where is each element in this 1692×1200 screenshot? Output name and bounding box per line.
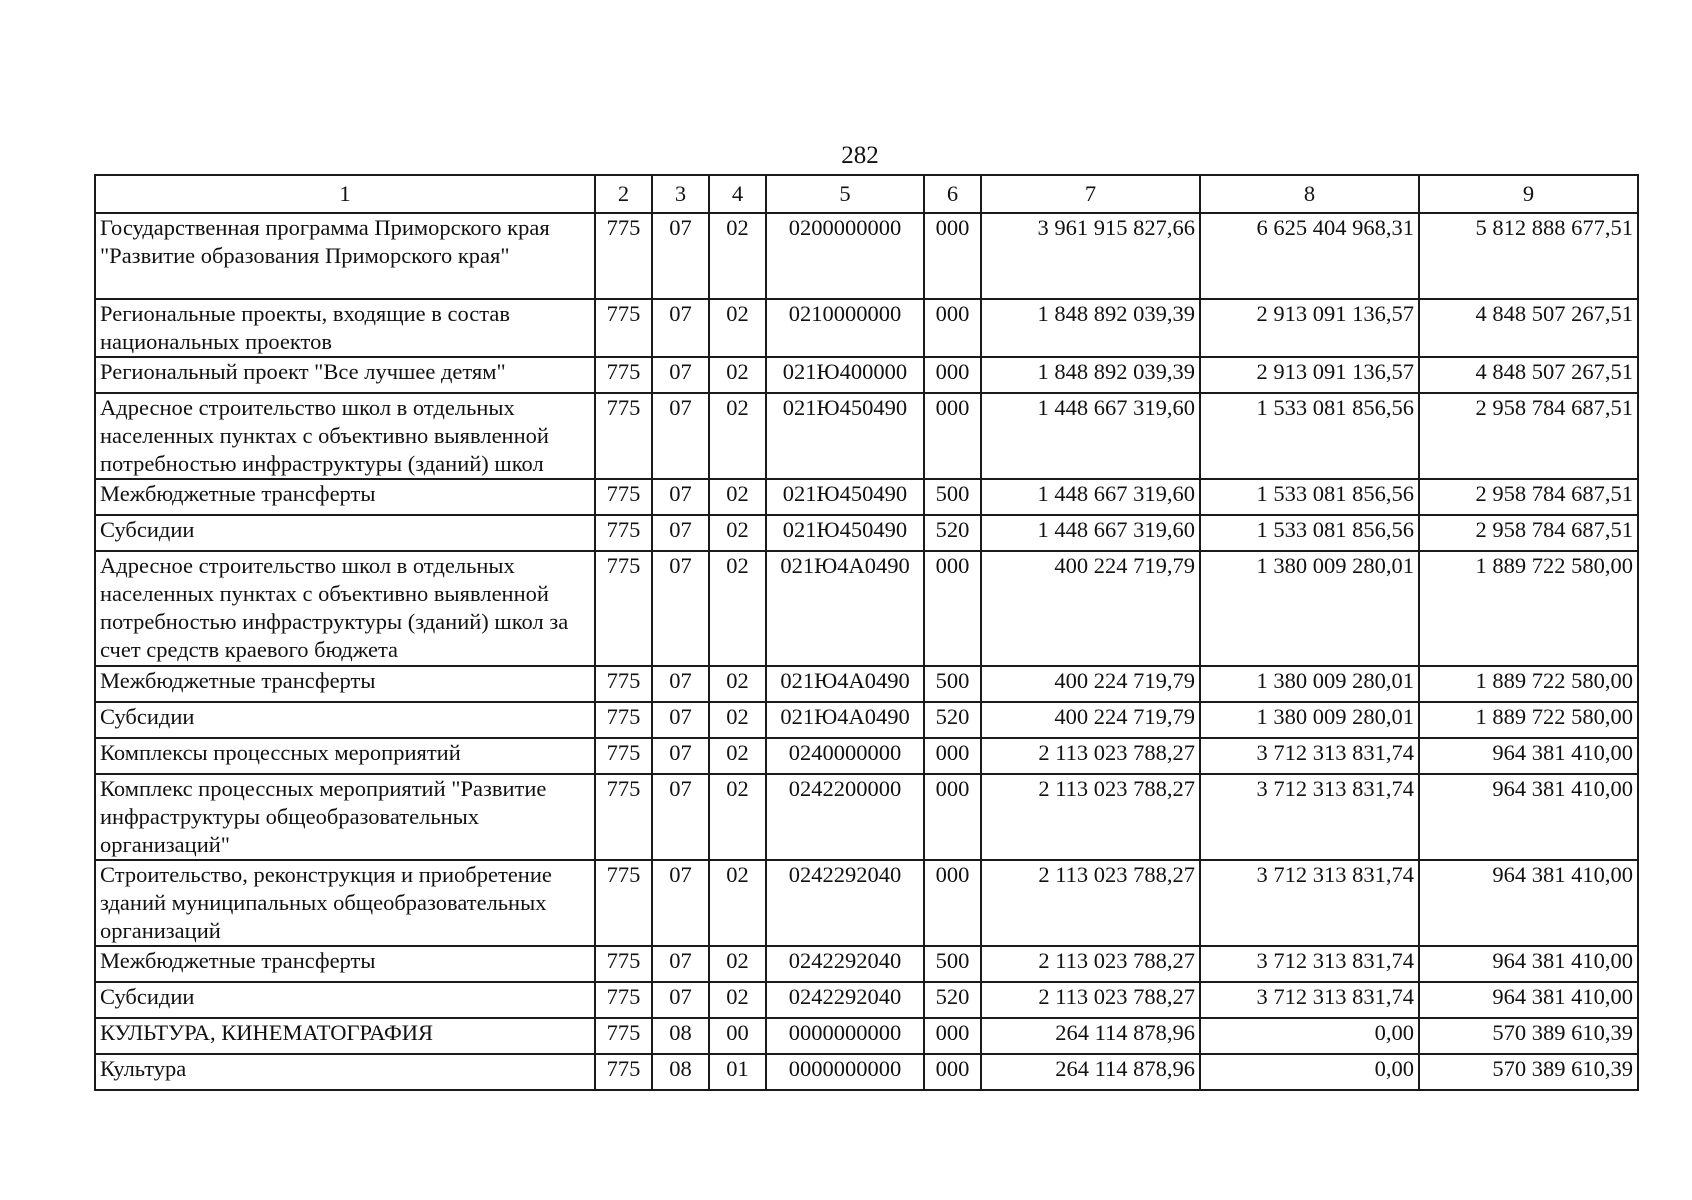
- amount-col-8: 3 712 313 831,74: [1200, 982, 1419, 1018]
- item-name: Комплексы процессных мероприятий: [95, 738, 595, 774]
- target-article-code: 021Ю4А0490: [766, 666, 924, 702]
- subsection-code: 01: [709, 1054, 766, 1090]
- expense-type-code: 000: [924, 299, 981, 357]
- target-article-code: 0242292040: [766, 860, 924, 946]
- expense-type-code: 000: [924, 860, 981, 946]
- expense-type-code: 000: [924, 393, 981, 479]
- expense-type-code: 000: [924, 551, 981, 666]
- subsection-code: 02: [709, 551, 766, 666]
- subsection-code: 02: [709, 479, 766, 515]
- expense-type-code: 520: [924, 515, 981, 551]
- subsection-code: 02: [709, 982, 766, 1018]
- table-row: [95, 551, 1638, 666]
- amount-col-8: 1 533 081 856,56: [1200, 515, 1419, 551]
- item-name: Межбюджетные трансферты: [95, 479, 595, 515]
- budget-table: [94, 174, 1639, 1091]
- expense-type-code: 500: [924, 479, 981, 515]
- section-code: 07: [652, 982, 709, 1018]
- item-name: Адресное строительство школ в отдельных населенных пунктах с объективно выявленной потребностью инфраструктуры (зданий) школ: [95, 393, 595, 479]
- amount-col-7: 2 113 023 788,27: [981, 738, 1200, 774]
- item-name: Региональные проекты, входящие в состав национальных проектов: [95, 299, 595, 357]
- amount-col-8: 0,00: [1200, 1018, 1419, 1054]
- column-header-3: 3: [652, 175, 709, 213]
- column-header-5: 5: [766, 175, 924, 213]
- subsection-code: 02: [709, 738, 766, 774]
- expense-type-code: 000: [924, 1018, 981, 1054]
- item-name: Субсидии: [95, 515, 595, 551]
- ministry-code: 775: [595, 357, 652, 393]
- amount-col-8: 2 913 091 136,57: [1200, 299, 1419, 357]
- ministry-code: 775: [595, 299, 652, 357]
- subsection-code: 02: [709, 860, 766, 946]
- amount-col-7: 400 224 719,79: [981, 551, 1200, 666]
- target-article-code: 0000000000: [766, 1018, 924, 1054]
- ministry-code: 775: [595, 515, 652, 551]
- section-code: 07: [652, 213, 709, 299]
- table-body: [95, 213, 1638, 1090]
- expense-type-code: 520: [924, 702, 981, 738]
- ministry-code: 775: [595, 982, 652, 1018]
- item-name: Строительство, реконструкция и приобретение зданий муниципальных общеобразовательных организаций: [95, 860, 595, 946]
- table-row: [95, 1018, 1638, 1054]
- table-row: [95, 1054, 1638, 1090]
- table-row: [95, 393, 1638, 479]
- table-row: [95, 666, 1638, 702]
- item-name: Субсидии: [95, 702, 595, 738]
- section-code: 07: [652, 479, 709, 515]
- table-row: [95, 738, 1638, 774]
- item-name: Межбюджетные трансферты: [95, 666, 595, 702]
- section-code: 07: [652, 702, 709, 738]
- amount-col-7: 1 448 667 319,60: [981, 479, 1200, 515]
- target-article-code: 0242200000: [766, 774, 924, 860]
- target-article-code: 021Ю450490: [766, 515, 924, 551]
- section-code: 08: [652, 1018, 709, 1054]
- amount-col-8: 1 380 009 280,01: [1200, 666, 1419, 702]
- item-name: Адресное строительство школ в отдельных населенных пунктах с объективно выявленной потребностью инфраструктуры (зданий) школ за счет средств краевого бюджета: [95, 551, 595, 666]
- amount-col-9: 964 381 410,00: [1419, 738, 1638, 774]
- item-name: Культура: [95, 1054, 595, 1090]
- amount-col-8: 0,00: [1200, 1054, 1419, 1090]
- section-code: 07: [652, 357, 709, 393]
- column-header-2: 2: [595, 175, 652, 213]
- amount-col-9: 4 848 507 267,51: [1419, 357, 1638, 393]
- target-article-code: 0240000000: [766, 738, 924, 774]
- ministry-code: 775: [595, 1054, 652, 1090]
- amount-col-9: 570 389 610,39: [1419, 1018, 1638, 1054]
- amount-col-7: 2 113 023 788,27: [981, 982, 1200, 1018]
- expense-type-code: 000: [924, 774, 981, 860]
- subsection-code: 02: [709, 666, 766, 702]
- target-article-code: 0242292040: [766, 982, 924, 1018]
- expense-type-code: 500: [924, 946, 981, 982]
- section-code: 07: [652, 551, 709, 666]
- expense-type-code: 500: [924, 666, 981, 702]
- amount-col-9: 1 889 722 580,00: [1419, 666, 1638, 702]
- table-row: [95, 774, 1638, 860]
- column-header-9: 9: [1419, 175, 1638, 213]
- column-header-7: 7: [981, 175, 1200, 213]
- amount-col-8: 3 712 313 831,74: [1200, 738, 1419, 774]
- ministry-code: 775: [595, 393, 652, 479]
- ministry-code: 775: [595, 702, 652, 738]
- amount-col-7: 2 113 023 788,27: [981, 774, 1200, 860]
- target-article-code: 021Ю400000: [766, 357, 924, 393]
- table-row: [95, 479, 1638, 515]
- section-code: 08: [652, 1054, 709, 1090]
- amount-col-9: 964 381 410,00: [1419, 982, 1638, 1018]
- section-code: 07: [652, 299, 709, 357]
- amount-col-9: 964 381 410,00: [1419, 946, 1638, 982]
- amount-col-7: 264 114 878,96: [981, 1054, 1200, 1090]
- table-header: [95, 175, 1638, 213]
- subsection-code: 02: [709, 515, 766, 551]
- amount-col-8: 6 625 404 968,31: [1200, 213, 1419, 299]
- ministry-code: 775: [595, 551, 652, 666]
- ministry-code: 775: [595, 479, 652, 515]
- subsection-code: 02: [709, 774, 766, 860]
- amount-col-8: 3 712 313 831,74: [1200, 774, 1419, 860]
- amount-col-9: 2 958 784 687,51: [1419, 479, 1638, 515]
- amount-col-9: 5 812 888 677,51: [1419, 213, 1638, 299]
- item-name: Комплекс процессных мероприятий "Развитие инфраструктуры общеобразовательных организаций": [95, 774, 595, 860]
- target-article-code: 021Ю4А0490: [766, 551, 924, 666]
- table-row: [95, 982, 1638, 1018]
- amount-col-9: 2 958 784 687,51: [1419, 515, 1638, 551]
- table-row: [95, 299, 1638, 357]
- section-code: 07: [652, 774, 709, 860]
- column-header-4: 4: [709, 175, 766, 213]
- section-code: 07: [652, 860, 709, 946]
- amount-col-7: 400 224 719,79: [981, 702, 1200, 738]
- ministry-code: 775: [595, 1018, 652, 1054]
- amount-col-8: 1 533 081 856,56: [1200, 479, 1419, 515]
- amount-col-7: 2 113 023 788,27: [981, 860, 1200, 946]
- column-header-8: 8: [1200, 175, 1419, 213]
- target-article-code: 021Ю4А0490: [766, 702, 924, 738]
- table-row: [95, 702, 1638, 738]
- ministry-code: 775: [595, 774, 652, 860]
- subsection-code: 00: [709, 1018, 766, 1054]
- header-row: [95, 175, 1638, 213]
- amount-col-9: 570 389 610,39: [1419, 1054, 1638, 1090]
- amount-col-9: 4 848 507 267,51: [1419, 299, 1638, 357]
- subsection-code: 02: [709, 357, 766, 393]
- item-name: Государственная программа Приморского края "Развитие образования Приморского края": [95, 213, 595, 299]
- subsection-code: 02: [709, 946, 766, 982]
- ministry-code: 775: [595, 946, 652, 982]
- expense-type-code: 000: [924, 1054, 981, 1090]
- amount-col-7: 1 448 667 319,60: [981, 515, 1200, 551]
- section-code: 07: [652, 666, 709, 702]
- item-name: КУЛЬТУРА, КИНЕМАТОГРАФИЯ: [95, 1018, 595, 1054]
- section-code: 07: [652, 515, 709, 551]
- amount-col-9: 964 381 410,00: [1419, 860, 1638, 946]
- expense-type-code: 000: [924, 738, 981, 774]
- target-article-code: 021Ю450490: [766, 393, 924, 479]
- table-row: [95, 860, 1638, 946]
- amount-col-7: 264 114 878,96: [981, 1018, 1200, 1054]
- amount-col-8: 2 913 091 136,57: [1200, 357, 1419, 393]
- table-row: [95, 515, 1638, 551]
- table-row: [95, 357, 1638, 393]
- amount-col-7: 3 961 915 827,66: [981, 213, 1200, 299]
- amount-col-7: 2 113 023 788,27: [981, 946, 1200, 982]
- subsection-code: 02: [709, 393, 766, 479]
- amount-col-8: 1 380 009 280,01: [1200, 551, 1419, 666]
- target-article-code: 0210000000: [766, 299, 924, 357]
- amount-col-7: 400 224 719,79: [981, 666, 1200, 702]
- ministry-code: 775: [595, 738, 652, 774]
- expense-type-code: 000: [924, 213, 981, 299]
- amount-col-7: 1 848 892 039,39: [981, 299, 1200, 357]
- ministry-code: 775: [595, 860, 652, 946]
- expense-type-code: 000: [924, 357, 981, 393]
- amount-col-7: 1 448 667 319,60: [981, 393, 1200, 479]
- amount-col-8: 3 712 313 831,74: [1200, 946, 1419, 982]
- column-header-1: 1: [95, 175, 595, 213]
- target-article-code: 0242292040: [766, 946, 924, 982]
- amount-col-8: 1 380 009 280,01: [1200, 702, 1419, 738]
- target-article-code: 021Ю450490: [766, 479, 924, 515]
- target-article-code: 0200000000: [766, 213, 924, 299]
- section-code: 07: [652, 738, 709, 774]
- subsection-code: 02: [709, 213, 766, 299]
- item-name: Межбюджетные трансферты: [95, 946, 595, 982]
- table-row: [95, 213, 1638, 299]
- expense-type-code: 520: [924, 982, 981, 1018]
- item-name: Региональный проект "Все лучшее детям": [95, 357, 595, 393]
- amount-col-9: 1 889 722 580,00: [1419, 551, 1638, 666]
- section-code: 07: [652, 946, 709, 982]
- item-name: Субсидии: [95, 982, 595, 1018]
- amount-col-9: 964 381 410,00: [1419, 774, 1638, 860]
- section-code: 07: [652, 393, 709, 479]
- amount-col-8: 1 533 081 856,56: [1200, 393, 1419, 479]
- ministry-code: 775: [595, 666, 652, 702]
- page-number: 282: [841, 142, 879, 169]
- table-row: [95, 946, 1638, 982]
- ministry-code: 775: [595, 213, 652, 299]
- amount-col-9: 1 889 722 580,00: [1419, 702, 1638, 738]
- amount-col-7: 1 848 892 039,39: [981, 357, 1200, 393]
- target-article-code: 0000000000: [766, 1054, 924, 1090]
- amount-col-9: 2 958 784 687,51: [1419, 393, 1638, 479]
- column-header-6: 6: [924, 175, 981, 213]
- subsection-code: 02: [709, 702, 766, 738]
- subsection-code: 02: [709, 299, 766, 357]
- amount-col-8: 3 712 313 831,74: [1200, 860, 1419, 946]
